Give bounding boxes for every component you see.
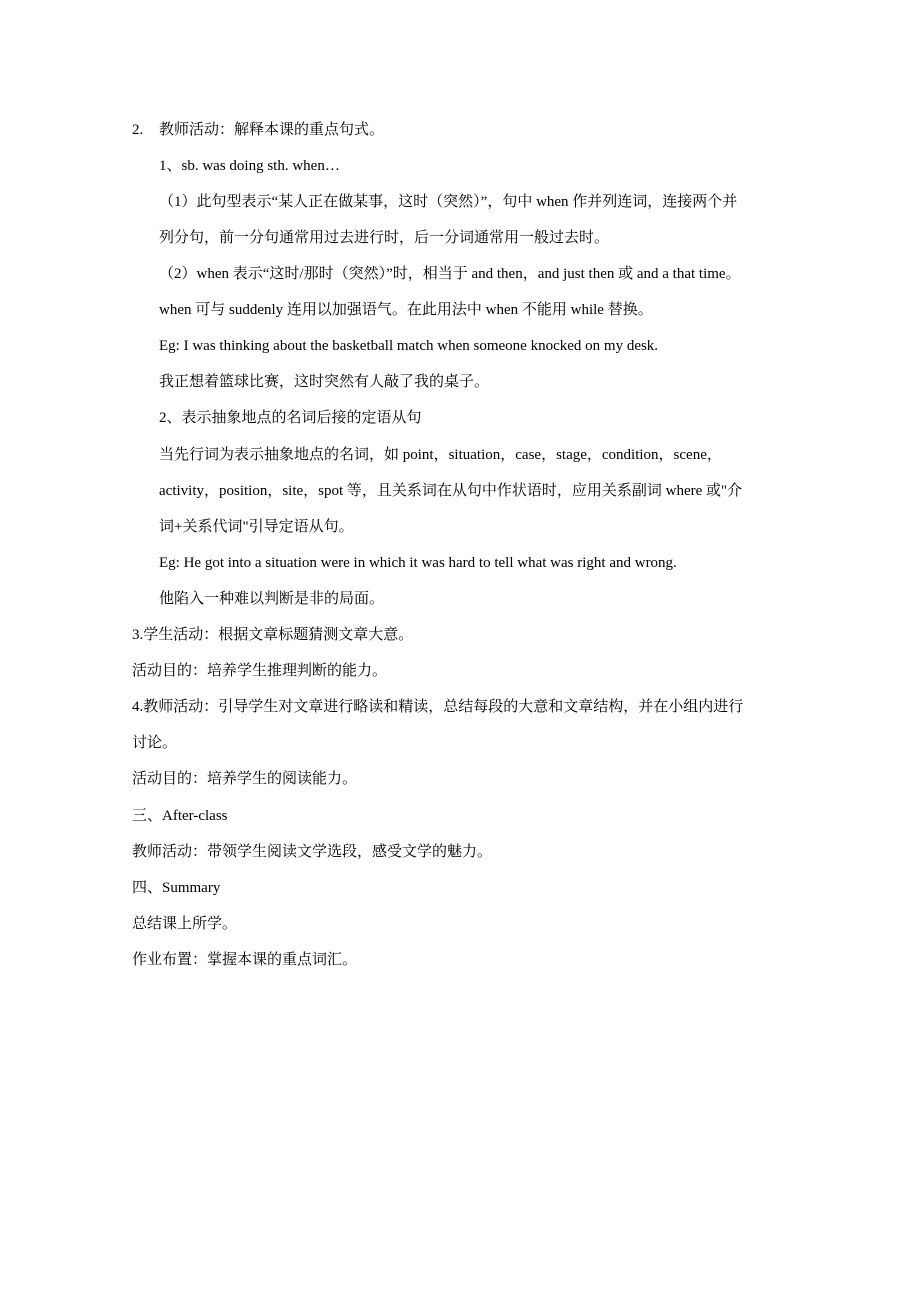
pattern-1-title: 1、sb. was doing sth. when… <box>159 158 340 174</box>
step-3-purpose: 活动目的：培养学生推理判断的能力。 <box>132 663 388 679</box>
list-number: 2. <box>132 122 144 138</box>
section-after-class: 三、After-class <box>132 808 228 824</box>
step-4-heading: 4.教师活动：引导学生对文章进行略读和精读，总结每段的大意和文章结构，并在小组内进行 <box>132 699 744 715</box>
step-3-heading: 3.学生活动：根据文章标题猜测文章大意。 <box>132 627 414 643</box>
pattern-2-title: 2、表示抽象地点的名词后接的定语从句 <box>159 410 422 426</box>
homework-text: 作业布置：掌握本课的重点词汇。 <box>132 952 358 968</box>
pattern-2-note-end: 词+关系代词"引导定语从句。 <box>159 519 354 535</box>
pattern-2-note-cont: activity，position，site，spot 等，且关系词在从句中作状语时，应用关系副词 where 或"介 <box>159 483 743 499</box>
line-text: 教师活动：解释本课的重点句式。 <box>159 122 385 138</box>
after-class-activity: 教师活动：带领学生阅读文学选段，感受文学的魅力。 <box>132 844 493 860</box>
summary-text: 总结课上所学。 <box>132 916 238 932</box>
pattern-1-note-2-cont: when 可与 suddenly 连用以加强语气。在此用法中 when 不能用 while 替换。 <box>159 302 653 318</box>
pattern-2-note: 当先行词为表示抽象地点的名词，如 point，situation，case，stage，condition，scene， <box>159 447 722 463</box>
step-4-heading-cont: 讨论。 <box>132 735 178 751</box>
example-2-english: Eg: He got into a situation were in which it was hard to tell what was right and wrong. <box>159 555 677 571</box>
pattern-1-note-2: （2）when 表示“这时/那时（突然）”时，相当于 and then，and just then 或 and a that time。 <box>159 266 741 282</box>
step-2-heading <box>132 120 384 140</box>
example-2-chinese: 他陷入一种难以判断是非的局面。 <box>159 591 385 607</box>
pattern-1-note-1: （1）此句型表示“某人正在做某事，这时（突然）”，句中 when 作并列连词，连接两个并 <box>159 194 738 210</box>
example-1-english: Eg: I was thinking about the basketball match when someone knocked on my desk. <box>159 338 659 354</box>
section-summary: 四、Summary <box>132 880 221 896</box>
pattern-1-note-1-cont: 列分句，前一分句通常用过去进行时，后一分词通常用一般过去时。 <box>159 230 610 246</box>
step-4-purpose: 活动目的：培养学生的阅读能力。 <box>132 771 358 787</box>
example-1-chinese: 我正想着篮球比赛，这时突然有人敲了我的桌子。 <box>159 374 490 390</box>
